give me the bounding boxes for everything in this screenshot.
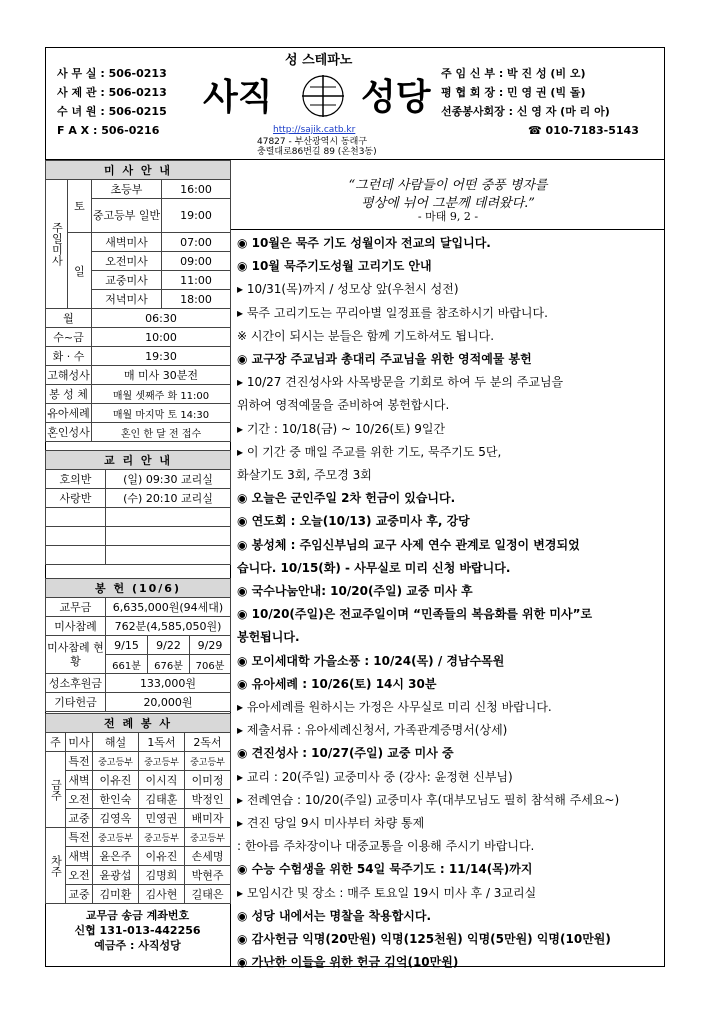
notice-heading: ◉ 교구장 주교님과 총대리 주교님을 위한 영적예물 봉헌	[237, 352, 532, 366]
liturgy-person: 손세명	[185, 847, 231, 866]
this-week-label: 금주	[46, 752, 66, 828]
offering-label: 성소후원금	[46, 674, 106, 693]
left-column	[45, 160, 231, 967]
parish-small: 성 스테파노	[285, 53, 353, 68]
saturday-label: 토	[68, 180, 92, 233]
liturgy-person: 김미환	[93, 885, 139, 904]
mass-guide-table	[45, 160, 231, 442]
sacrament-time: 매월 마지막 토 14:30	[92, 404, 231, 423]
mass-time: 18:00	[162, 290, 231, 309]
mass-guide-title: 미 사 안 내	[46, 161, 231, 180]
liturgy-mass: 특전	[66, 828, 93, 847]
offering-amount: 762분(4,585,050원)	[106, 617, 231, 636]
quote-line2: 평상에 뉘어 그분께 데려왔다.”	[361, 196, 535, 211]
notice-heading: ◉ 10월 묵주기도성월 고리기도 안내	[237, 259, 432, 274]
notice-detail: ▸ 10/31(목)까지 / 성모상 앞(우천시 성전)	[237, 282, 459, 297]
notice-heading: ◉ 수능 수험생을 위한 54일 묵주기도 : 11/14(목)까지	[237, 862, 533, 877]
notice-detail: ▸ 전례연습 : 10/20(주일) 교중미사 후(대부모님도 필히 참석해 주세요~)	[237, 792, 620, 807]
liturgy-person: 김사현	[139, 885, 185, 904]
quote-line1: “그런데 사람들이 어떤 중풍 병자를	[348, 178, 548, 193]
liturgy-person: 이시직	[139, 771, 185, 790]
notice-heading: ◉ 오늘은 군인주일 2차 헌금이 있습니다.	[237, 491, 456, 506]
sunday-mass-label: 주일미사	[46, 180, 68, 309]
empty-cell	[46, 527, 106, 546]
mass-time: 07:00	[162, 233, 231, 252]
attendance-date: 9/15	[106, 636, 148, 655]
address-line1: 47827 - 부산광역시 동래구	[257, 137, 368, 147]
class-time: (수) 20:10 교리실	[106, 489, 231, 508]
weekday-label: 수~금	[46, 328, 92, 347]
offering-amount: 6,635,000원(94세대)	[106, 598, 231, 617]
weekday-label: 월	[46, 309, 92, 328]
empty-cell	[46, 546, 106, 565]
liturgy-table	[45, 713, 231, 904]
liturgy-mass: 교중	[66, 885, 93, 904]
offering-label: 기타헌금	[46, 693, 106, 712]
offering-amount: 20,000원	[106, 693, 231, 712]
offering-title: 봉 헌 (10/6)	[46, 579, 231, 598]
liturgy-person: 윤광섭	[93, 866, 139, 885]
attendance-count: 661분	[106, 655, 148, 674]
notice-heading: ◉ 가난한 이들을 위한 헌금 김억(10만원)	[237, 955, 459, 970]
mass-name: 오전미사	[92, 252, 162, 271]
mass-name: 중고등부 일반	[92, 199, 162, 233]
notice-detail: ▸ 기간 : 10/18(금) ~ 10/26(토) 9일간	[237, 421, 446, 436]
sacrament-label: 혼인성사	[46, 423, 92, 442]
class-name: 호의반	[46, 470, 106, 489]
notice-detail: ▸ 견진 당일 9시 미사부터 차량 통제	[237, 816, 425, 830]
liturgy-person: 중고등부	[93, 752, 139, 771]
notice-heading: ◉ 봉성체 : 주임신부님의 교구 사제 연수 관계로 일정이 변경되었	[237, 537, 580, 552]
offering-amount: 133,000원	[106, 674, 231, 693]
liturgy-mass: 오전	[66, 866, 93, 885]
empty-cell	[106, 527, 231, 546]
liturgy-person: 박현주	[185, 866, 231, 885]
evangel-head: 선종봉사회장 : 신 영 자 (마 리 아)	[441, 105, 610, 118]
empty-cell	[106, 546, 231, 565]
notice-heading: ◉ 국수나눔안내: 10/20(주일) 교중 미사 후	[237, 584, 473, 598]
class-time: (일) 09:30 교리실	[106, 470, 231, 489]
sunday-label: 일	[68, 233, 92, 309]
notice-detail: 화살기도 3회, 주모경 3회	[237, 468, 372, 482]
liturgy-head: 해설	[93, 733, 139, 752]
cross-logo-icon	[300, 73, 346, 119]
empty-cell	[46, 508, 106, 527]
mass-name: 새벽미사	[92, 233, 162, 252]
notice-heading: ◉ 견진성사 : 10/27(주일) 교중 미사 중	[237, 746, 454, 761]
next-week-label: 차주	[46, 828, 66, 904]
notice-detail: ▸ 이 기간 중 매일 주교를 위한 기도, 묵주기도 5단,	[237, 444, 502, 459]
mass-time: 16:00	[162, 180, 231, 199]
liturgy-person: 박정인	[185, 790, 231, 809]
sacrament-label: 고해성사	[46, 366, 92, 385]
weekday-label: 화 · 수	[46, 347, 92, 366]
weekday-time: 06:30	[92, 309, 231, 328]
notice-heading: 습니다. 10/15(화) - 사무실로 미리 신청 바랍니다.	[237, 560, 511, 575]
notice-heading: ◉ 모이세대학 가을소풍 : 10/24(목) / 경남수목원	[237, 653, 505, 668]
pastor: 주 임 신 부 : 박 진 성 (비 오)	[441, 67, 586, 80]
parish-url[interactable]: http://sajik.catb.kr	[273, 125, 356, 135]
notice-detail: ▸ 묵주 고리기도는 꾸리아별 일정표를 참조하시기 바랍니다.	[237, 305, 548, 320]
notice-detail: ▸ 모임시간 및 장소 : 매주 토요일 19시 미사 후 / 3교리실	[237, 885, 537, 900]
liturgy-person: 중고등부	[139, 752, 185, 771]
liturgy-person: 중고등부	[185, 828, 231, 847]
liturgy-head: 미사	[66, 733, 93, 752]
liturgy-mass: 새벽	[66, 771, 93, 790]
account-holder: 예금주 : 사직성당	[94, 939, 181, 952]
parish-name-right: 성당	[361, 77, 431, 118]
notice-detail: ▸ 교리 : 20(주일) 교중미사 중 (강사: 윤정현 신부님)	[237, 769, 513, 784]
notice-heading: ◉ 감사헌금 익명(20만원) 익명(125천원) 익명(5만원) 익명(10만원)	[237, 932, 611, 946]
account-info	[45, 908, 230, 953]
mass-name: 초등부	[92, 180, 162, 199]
sacrament-time: 혼인 한 달 전 접수	[92, 423, 231, 442]
attendance-count: 676분	[148, 655, 190, 674]
liturgy-mass: 교중	[66, 809, 93, 828]
mass-time: 11:00	[162, 271, 231, 290]
liturgy-title: 전 례 봉 사	[46, 714, 231, 733]
liturgy-person: 민영권	[139, 809, 185, 828]
mass-name: 저녁미사	[92, 290, 162, 309]
sacrament-label: 봉 성 체	[46, 385, 92, 404]
liturgy-person: 배미자	[185, 809, 231, 828]
notice-heading: ◉ 유아세례 : 10/26(토) 14시 30분	[237, 676, 437, 691]
notice-heading: ◉ 성당 내에서는 명찰을 착용합시다.	[237, 908, 432, 923]
liturgy-person: 김영옥	[93, 809, 139, 828]
quote-reference: - 마태 9, 2 -	[417, 210, 479, 223]
notice-detail: ※ 시간이 되시는 분들은 함께 기도하셔도 됩니다.	[237, 328, 495, 343]
offering-table	[45, 578, 231, 712]
account-title: 교무금 송금 계좌번호	[85, 909, 190, 922]
contact-phone: ☎ 010-7183-5143	[528, 124, 639, 137]
notice-heading: 봉헌됩니다.	[237, 630, 300, 645]
sacrament-time: 매월 셋째주 화 11:00	[92, 385, 231, 404]
sacrament-time: 매 미사 30분전	[92, 366, 231, 385]
mass-time: 19:00	[162, 199, 231, 233]
liturgy-mass: 오전	[66, 790, 93, 809]
convent-phone: 수 녀 원 : 506-0215	[57, 105, 167, 118]
notice-heading: ◉ 10/20(주일)은 전교주일이며 “민족들의 복음화를 위한 미사”로	[237, 607, 593, 622]
notice-heading: ◉ 연도회 : 오늘(10/13) 교중미사 후, 강당	[237, 514, 470, 529]
sacrament-label: 유아세례	[46, 404, 92, 423]
fax-number: F A X : 506-0216	[57, 124, 160, 137]
liturgy-person: 중고등부	[93, 828, 139, 847]
office-fax: 사 제 관 : 506-0213	[57, 86, 167, 99]
liturgy-person: 중고등부	[185, 752, 231, 771]
office-phone: 사 무 실 : 506-0213	[57, 67, 167, 80]
notice-detail: ▸ 유아세례를 원하시는 가정은 사무실로 미리 신청 바랍니다.	[237, 700, 552, 714]
liturgy-person: 길태은	[185, 885, 231, 904]
liturgy-head: 2독서	[185, 733, 231, 752]
weekday-time: 10:00	[92, 328, 231, 347]
class-name: 사랑반	[46, 489, 106, 508]
attendance-label: 미사참례 현황	[46, 636, 106, 674]
mass-name: 교중미사	[92, 271, 162, 290]
liturgy-person: 이유진	[93, 771, 139, 790]
attendance-date: 9/29	[190, 636, 231, 655]
council-head: 평 협 회 장 : 민 영 권 (빅 돌)	[441, 86, 586, 99]
liturgy-mass: 새벽	[66, 847, 93, 866]
weekday-time: 19:30	[92, 347, 231, 366]
mass-time: 09:00	[162, 252, 231, 271]
liturgy-person: 한인숙	[93, 790, 139, 809]
address-line2: 충렬대로86번길 89 (온천3동)	[257, 147, 377, 157]
liturgy-head: 1독서	[139, 733, 185, 752]
empty-cell	[106, 508, 231, 527]
parish-name-left: 사직	[203, 77, 273, 118]
liturgy-mass: 특전	[66, 752, 93, 771]
liturgy-person: 이미정	[185, 771, 231, 790]
notice-detail: : 한아름 주차장이나 대중교통을 이용해 주시기 바랍니다.	[237, 839, 535, 854]
liturgy-person: 윤은주	[93, 847, 139, 866]
offering-label: 교무금	[46, 598, 106, 617]
liturgy-person: 김명희	[139, 866, 185, 885]
liturgy-head: 주	[46, 733, 66, 752]
attendance-count: 706분	[190, 655, 231, 674]
notice-detail: 위하여 영적예물을 준비하여 봉헌합시다.	[237, 398, 450, 413]
liturgy-person: 중고등부	[139, 828, 185, 847]
class-guide-table	[45, 450, 231, 565]
class-guide-title: 교 리 안 내	[46, 451, 231, 470]
offering-label: 미사참례	[46, 617, 106, 636]
account-number: 신협 131-013-442256	[74, 924, 201, 937]
attendance-date: 9/22	[148, 636, 190, 655]
header	[45, 47, 665, 160]
notice-detail: ▸ 제출서류 : 유아세례신청서, 가족관계증명서(상세)	[237, 723, 508, 738]
liturgy-person: 김태훈	[139, 790, 185, 809]
notice-detail: ▸ 10/27 견진성사와 사목방문을 기회로 하여 두 분의 주교님을	[237, 375, 564, 390]
notice-heading: ◉ 10월은 묵주 기도 성월이자 전교의 달입니다.	[237, 236, 491, 250]
liturgy-person: 이유진	[139, 847, 185, 866]
divider	[231, 229, 665, 230]
